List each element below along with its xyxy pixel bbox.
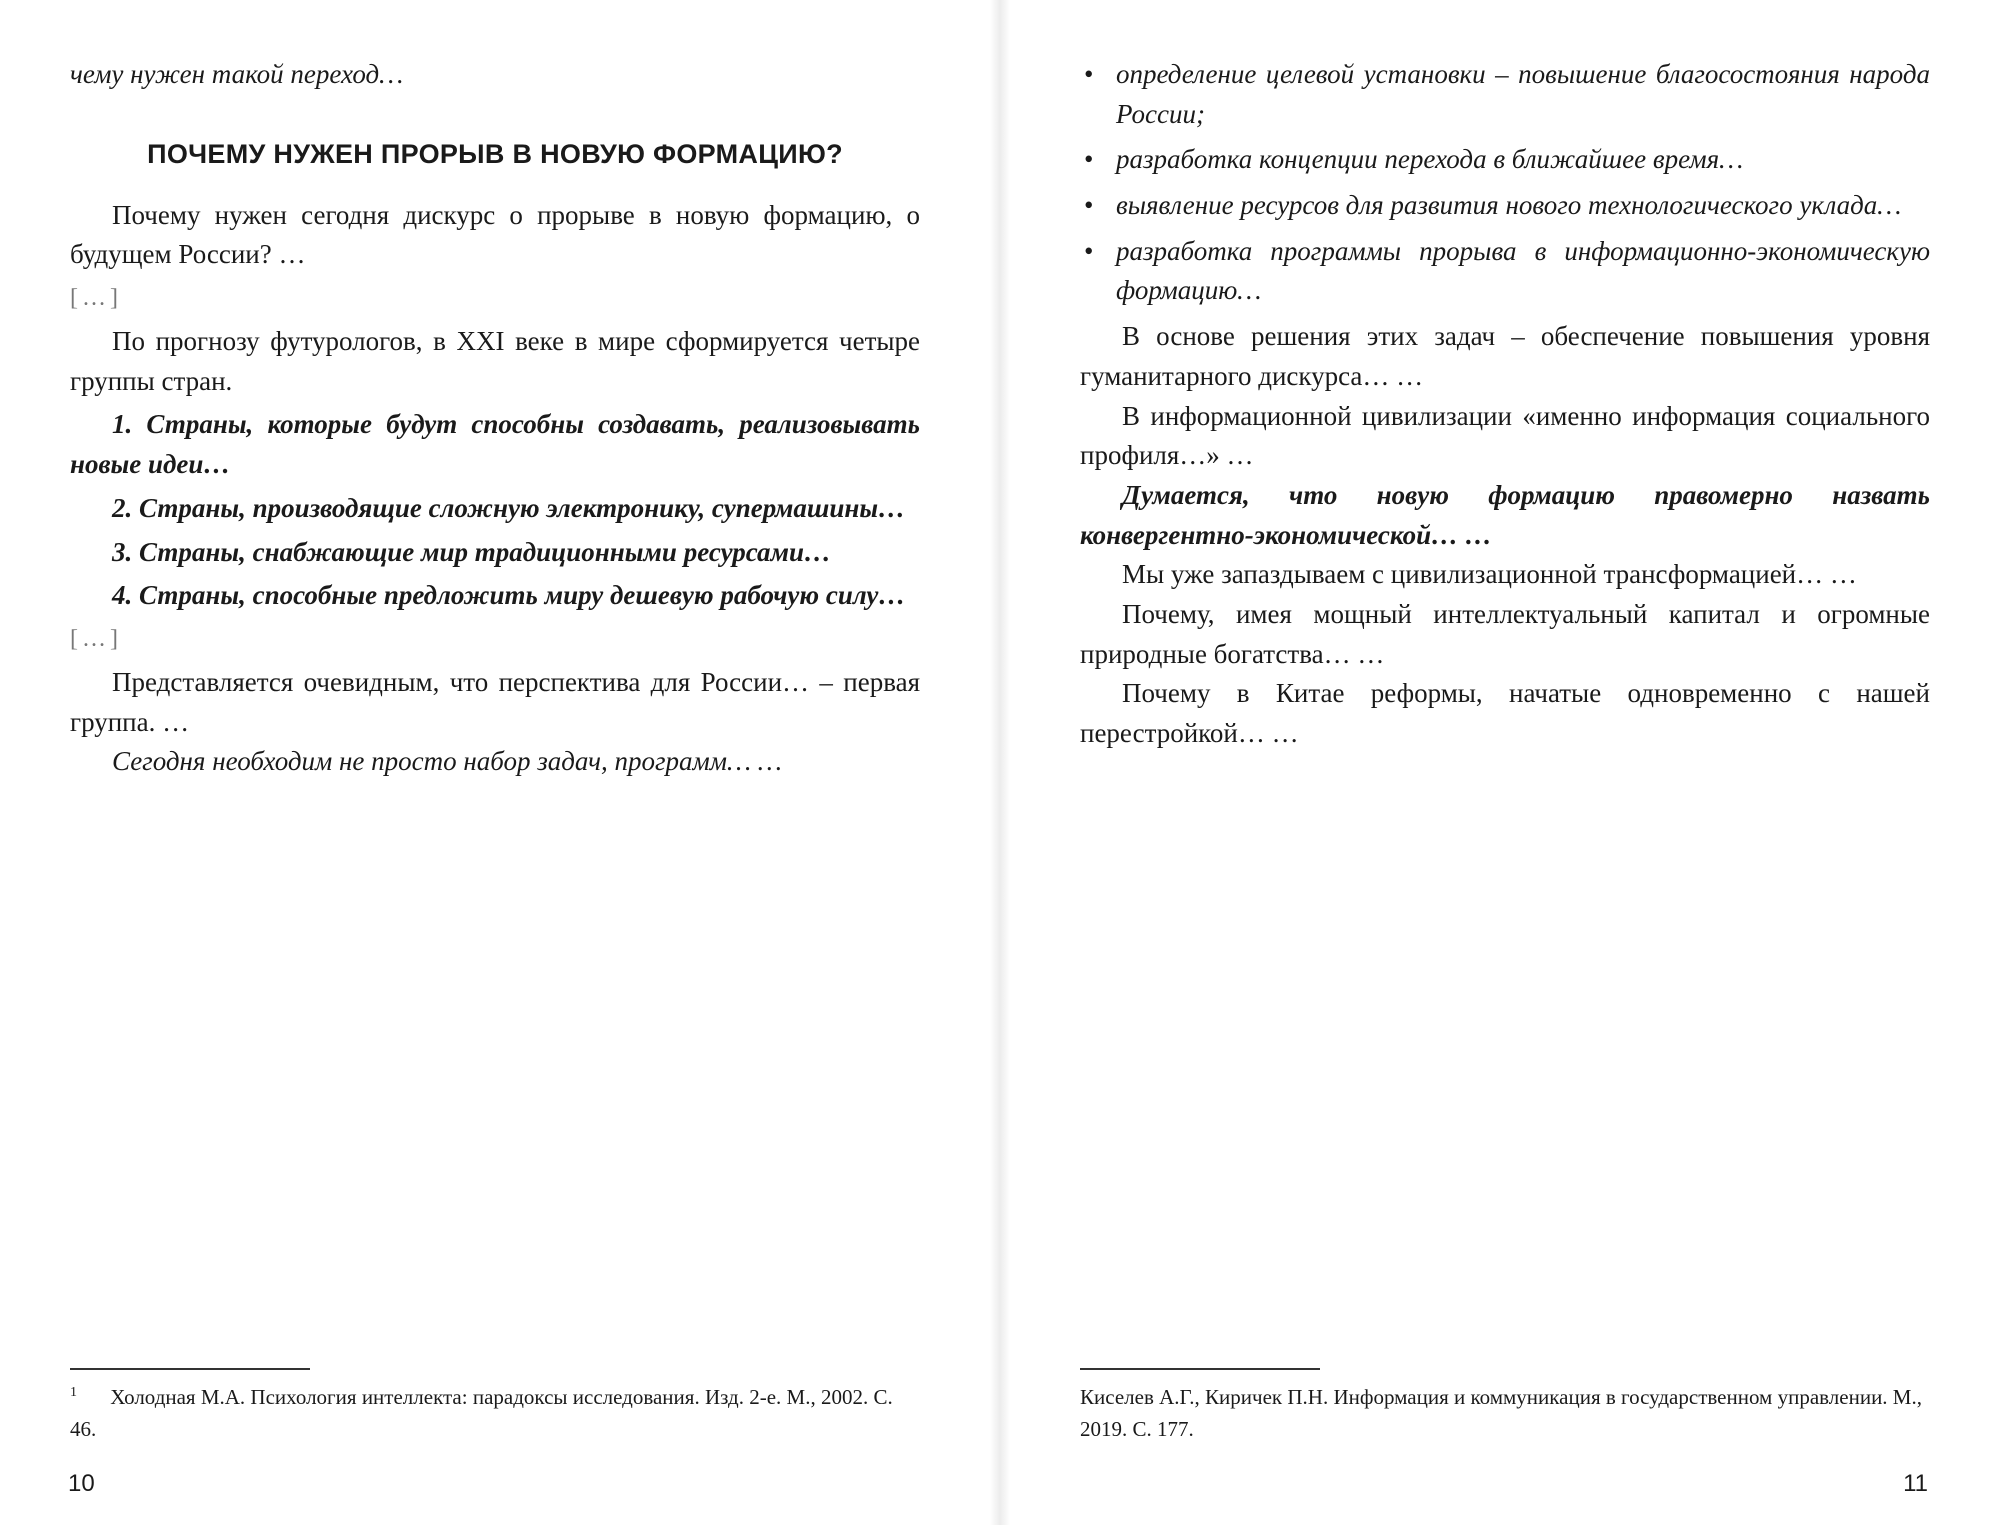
right-paragraph-5: Почему, имея мощный интеллектуальный капитал и огромные природные богатства… … bbox=[1080, 598, 1930, 669]
right-paragraph-2: В информационной цивилизации «именно информация социального профиля…» … bbox=[1080, 400, 1930, 471]
footnote-divider bbox=[1080, 1368, 1320, 1370]
bullet-icon: • bbox=[1084, 190, 1094, 221]
excerpt-marker: […] bbox=[70, 285, 122, 312]
right-paragraph-1: В основе решения этих задач – обеспечение повышения уровня гуманитарного дискурса… … bbox=[1080, 321, 1930, 391]
excerpt-marker: […] bbox=[70, 625, 122, 652]
footnote-text: Холодная М.А. Психология интеллекта: парадоксы исследования. Изд. 2-е. М., 2002. С. 46. bbox=[70, 1385, 893, 1441]
right-footnote: Киселев А.Г., Киричек П.Н. Информация и коммуникация в государственном управлении. М., 2019. С. 177. bbox=[1080, 1385, 1922, 1441]
bullet-text: выявление ресурсов для развития нового технологического уклада… bbox=[1116, 190, 1902, 221]
right-paragraph-4: Мы уже запаздываем с цивилизационной трансформацией… … bbox=[1122, 559, 1857, 590]
bullet-text: определение целевой установки – повышение благосостояния народа России; bbox=[1116, 59, 1930, 129]
footnote-number: 1 bbox=[70, 1385, 77, 1400]
task-bullet-4 bbox=[1080, 232, 1930, 311]
group-item-4: 4. Страны, способные предложить миру дешевую рабочую силу… bbox=[112, 580, 906, 611]
left-paragraph-4: Сегодня необходим не просто набор задач, программ… … bbox=[112, 746, 782, 777]
right-paragraph-3: Думается, что новую формацию правомерно назвать конвергентно-экономической… … bbox=[1080, 479, 1930, 550]
group-item-3: 3. Страны, снабжающие мир традиционными ресурсами… bbox=[112, 536, 832, 567]
right-page bbox=[1000, 0, 2000, 1525]
task-list bbox=[1080, 55, 1930, 311]
page-number-right: 11 bbox=[1903, 1470, 1928, 1497]
bullet-icon: • bbox=[1084, 144, 1094, 175]
task-bullet-2 bbox=[1080, 140, 1930, 180]
bullet-icon: • bbox=[1084, 59, 1094, 89]
task-bullet-1 bbox=[1080, 55, 1930, 134]
opening-line: чему нужен такой переход… bbox=[70, 59, 404, 89]
group-item-2: 2. Страны, производящие сложную электронику, супермашины… bbox=[112, 492, 906, 523]
left-paragraph-3: Представляется очевидным, что перспектива для России… – первая группа. … bbox=[70, 666, 920, 737]
bullet-text: разработка программы прорыва в информационно-экономическую формацию… bbox=[1116, 235, 1930, 306]
page-number-left: 10 bbox=[68, 1470, 95, 1497]
bullet-text: разработка концепции перехода в ближайшее время… bbox=[1116, 144, 1744, 175]
group-item-1: 1. Страны, которые будут способны создавать, реализовывать новые идеи… bbox=[70, 409, 920, 480]
left-paragraph-2: По прогнозу футурологов, в XXI веке в мире сформируется четыре группы стран. bbox=[70, 326, 920, 396]
left-paragraph-1: Почему нужен сегодня дискурс о прорыве в новую формацию, о будущем России? … bbox=[70, 199, 920, 270]
book-gutter bbox=[990, 0, 1010, 1525]
footnote-divider bbox=[70, 1368, 310, 1370]
bullet-icon: • bbox=[1084, 235, 1094, 266]
task-bullet-3 bbox=[1080, 186, 1930, 226]
left-footnote bbox=[70, 1382, 920, 1445]
right-paragraph-6: Почему в Китае реформы, начатые одновременно с нашей перестройкой… … bbox=[1080, 678, 1930, 748]
section-heading: ПОЧЕМУ НУЖЕН ПРОРЫВ В НОВУЮ ФОРМАЦИЮ? bbox=[147, 138, 843, 169]
